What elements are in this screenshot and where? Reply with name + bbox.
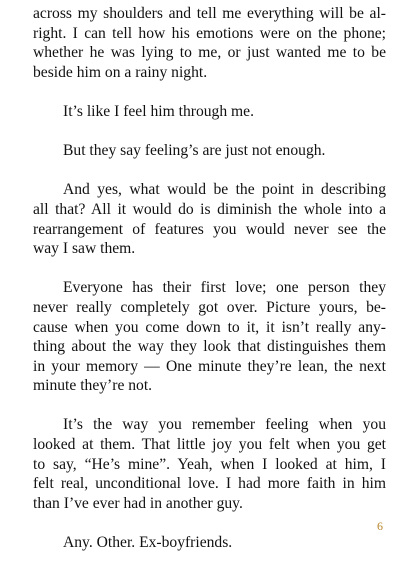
paragraph xyxy=(33,278,386,396)
text-line: never really completely got over. Picture yours, be- xyxy=(33,298,386,316)
text-line: beside him on a rainy night. xyxy=(33,63,208,81)
text-line: across my shoulders and tell me everything will be al- xyxy=(33,5,386,22)
text-line: But they say feeling’s are just not enough. xyxy=(63,142,326,160)
text-line: It’s like I feel him through me. xyxy=(63,102,254,120)
text-line: Any. Other. Ex-boyfriends. xyxy=(63,534,233,552)
paragraph xyxy=(33,533,386,553)
text-line: And yes, what would be the point in describing xyxy=(63,181,386,199)
text-line: rearrangement of features you would never see the xyxy=(33,220,386,238)
text-line: in your memory — One minute they’re lean, the next xyxy=(33,357,386,375)
text-line: to say, “He’s mine”. Yeah, when I looked at him, I xyxy=(33,455,386,473)
page-number: 6 xyxy=(377,519,383,533)
text-line: cause when you come down to it, it isn’t really any- xyxy=(33,318,386,336)
text-line: felt real, unconditional love. I had more faith in him xyxy=(33,475,386,493)
text-line: way I saw them. xyxy=(33,240,136,258)
text-line: whether he was lying to me, or just wanted me to be xyxy=(33,44,386,62)
text-line: minute they’re not. xyxy=(33,377,153,395)
paragraph xyxy=(33,102,386,122)
body-text xyxy=(33,4,386,572)
text-line: all that? All it would do is diminish the whole into a xyxy=(33,200,386,218)
text-line: It’s the way you remember feeling when you xyxy=(63,416,386,434)
text-line: looked at them. That little joy you felt when you get xyxy=(33,436,386,454)
text-line: Everyone has their first love; one person they xyxy=(63,279,386,297)
paragraph xyxy=(33,141,386,161)
paragraph xyxy=(33,415,386,513)
paragraph xyxy=(33,180,386,258)
paragraph xyxy=(33,4,386,82)
text-line: thing about the way they look that distinguishes them xyxy=(33,338,386,356)
text-line: than I’ve ever had in another guy. xyxy=(33,494,243,512)
text-line: right. I can tell how his emotions were on the phone; xyxy=(33,24,386,42)
